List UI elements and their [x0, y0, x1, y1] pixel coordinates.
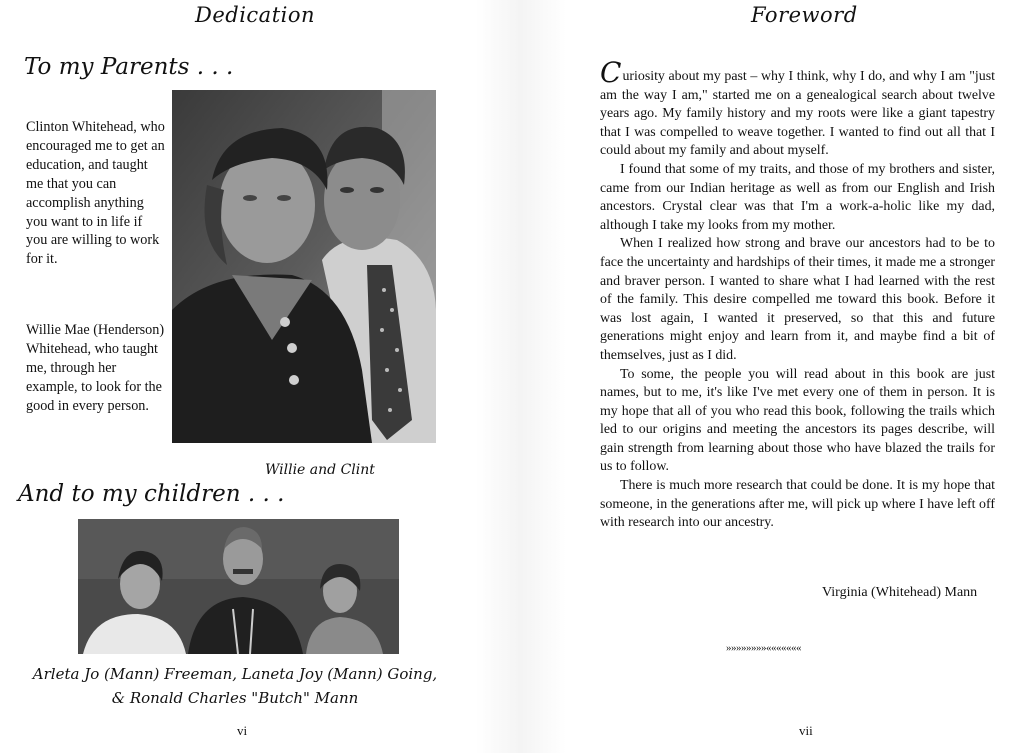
- dedication-heading: Dedication: [195, 3, 316, 27]
- left-page-number: vi: [237, 723, 248, 738]
- ornament-divider: »»»»»»»»«««««««: [726, 642, 801, 654]
- foreword-paragraph-5: There is much more research that could be done. It is my hope that someone, in the generations after me, will pick up where I have left off with research into our ancestry.: [600, 478, 995, 531]
- children-caption-line2: & Ronald Charles "Butch" Mann: [111, 689, 359, 707]
- book-gutter: [476, 0, 566, 753]
- foreword-paragraph-3: When I realized how strong and brave our ancestors had to be to face the uncertainty and hardships of their times, it made me a stronger and braver person. I wanted to share what I had learned with the rest of the family. This desire compelled me toward this book. Before it was lost again, I wanted it preserved, so that this and future generations might enjoy and learn from it, and maybe find a bit of themselves, just as I did.: [600, 236, 995, 363]
- foreword-signature: Virginia (Whitehead) Mann: [822, 585, 978, 600]
- to-parents-heading: To my Parents . . .: [24, 54, 234, 80]
- willie-dedication-text: Willie Mae (Henderson) Whitehead, who taught me, through her example, to look for the good in every person.: [26, 322, 165, 414]
- drop-cap: C: [600, 56, 622, 89]
- parents-photo-caption: Willie and Clint: [265, 462, 375, 478]
- foreword-heading: Foreword: [751, 3, 858, 27]
- children-caption-line1: Arleta Jo (Mann) Freeman, Laneta Joy (Mann) Going,: [32, 665, 438, 683]
- children-caption: [20, 662, 450, 710]
- foreword-body: [600, 56, 995, 533]
- foreword-paragraph-1: Curiosity about my past – why I think, why I do, and why I am "just am the way I am," started me on a genealogical search about twelve years ago. My family history and my roots were like a giant tapestry that I was compelled to weave together. I wanted to find out all that I could about my family and about myself.: [600, 56, 995, 159]
- right-page-number: vii: [799, 723, 813, 738]
- to-children-heading: And to my children . . .: [18, 481, 285, 507]
- children-photo: [78, 519, 399, 654]
- clinton-dedication-text: Clinton Whitehead, who encouraged me to get an education, and taught me that you can accomplish anything you want to in life if you are willing to work for it.: [26, 119, 165, 268]
- parents-photo: [172, 90, 436, 443]
- foreword-paragraph-4: To some, the people you will read about in this book are just names, but to me, it's like I've met every one of them in person. It is my hope that all of you who read this book, following the trails which led to our origins and meeting the ancestors its pages describe, will gain strength from learning about those who have blazed the trails for us to follow.: [600, 366, 995, 475]
- right-page: [566, 0, 1024, 753]
- foreword-paragraph-2: I found that some of my traits, and those of my brothers and sister, came from our Indian heritage as well as from our English and Irish ancestors. Crystal clear was that I'm a work-a-holic like my dad, although I take my looks from my mother.: [600, 161, 995, 233]
- left-page: [0, 0, 476, 753]
